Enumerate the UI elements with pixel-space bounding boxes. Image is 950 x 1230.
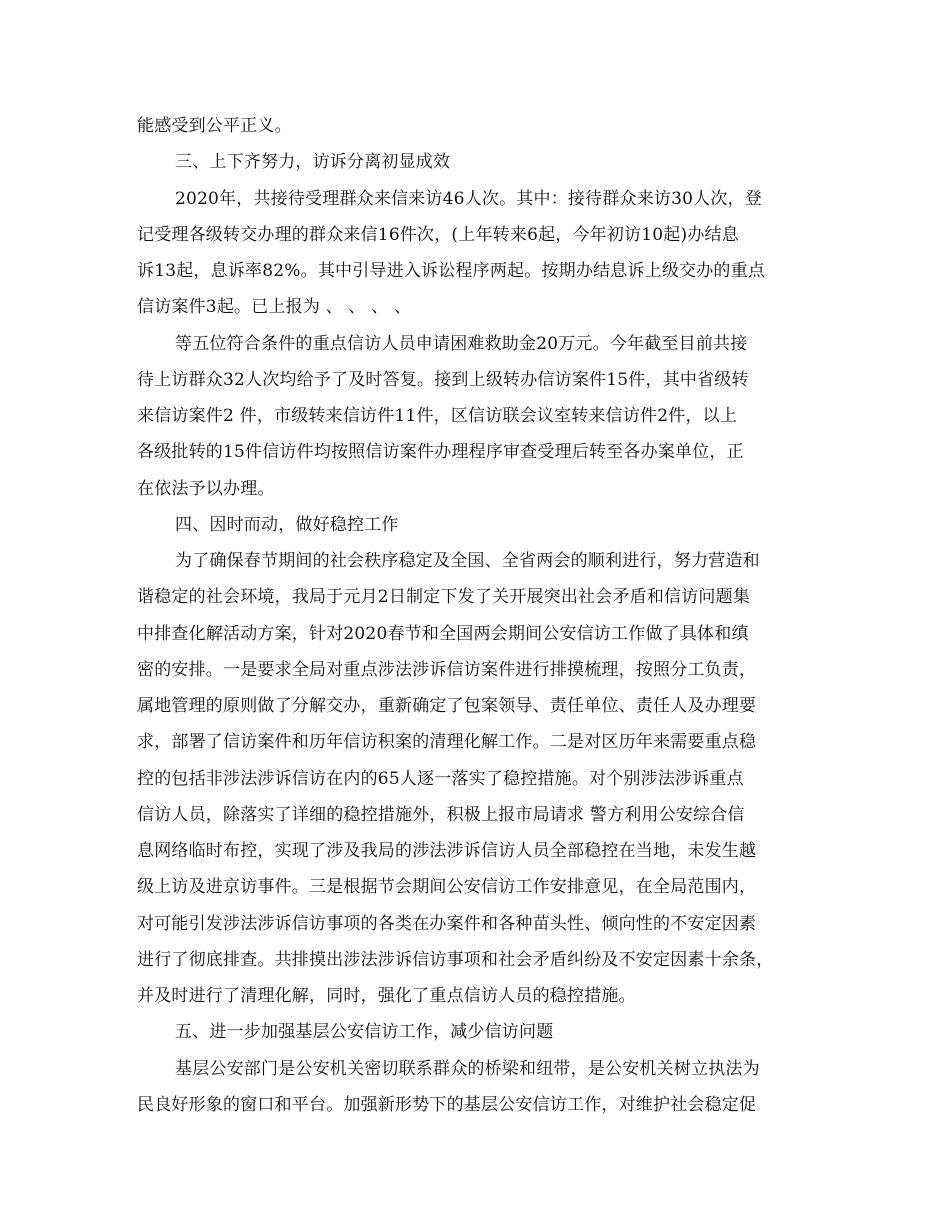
text-line: 记受理各级转交办理的群众来信16件次，(上年转来6起，今年初访10起)办结息 (137, 225, 739, 245)
text-line: 基层公安部门是公安机关密切联系群众的桥梁和纽带，是公安机关树立执法为 (175, 1059, 760, 1079)
section-heading: 五、进一步加强基层公安信访工作，减少信访问题 (175, 1022, 554, 1042)
text-line: 对可能引发涉法涉诉信访事项的各类在办案件和各种苗头性、倾向性的不安定因素 (137, 914, 757, 934)
text-line: 求，部署了信访案件和历年信访积案的清理化解工作。二是对区历年来需要重点稳 (137, 732, 757, 752)
text-line: 控的包括非涉法涉诉信访在内的65人逐一落实了稳控措施。对个别涉法涉诉重点 (137, 769, 744, 789)
text-line: 各级批转的15件信访件均按照信访案件办理程序审查受理后转至各办案单位，正 (137, 442, 744, 462)
text-line: 待上访群众32人次均给予了及时答复。接到上级转办信访案件15件，其中省级转 (137, 370, 749, 390)
text-line: 密的安排。一是要求全局对重点涉法涉诉信访案件进行排摸梳理，按照分工负责， (137, 660, 757, 680)
text-line: 息网络临时布控，实现了涉及我局的涉法涉诉信访人员全部稳控在当地，未发生越 (137, 841, 757, 861)
text-line: 来信访案件2 件，市级转来信访件11件，区信访联会议室转来信访件2件，以上 (137, 406, 738, 426)
text-line: 中排查化解活动方案，针对2020春节和全国两会期间公安信访工作做了具体和缜 (137, 624, 749, 644)
text-line: 属地管理的原则做了分解交办，重新确定了包案领导、责任单位、责任人及办理要 (137, 696, 757, 716)
text-line: 能感受到公平正义。 (137, 116, 292, 136)
text-line: 并及时进行了清理化解，同时，强化了重点信访人员的稳控措施。 (137, 986, 636, 1006)
text-line: 诉13起，息诉率82%。其中引导进入诉讼程序两起。按期办结息诉上级交办的重点 (137, 261, 766, 281)
text-line: 进行了彻底排查。共排摸出涉法涉诉信访事项和社会矛盾纠纷及不安定因素十余条， (137, 950, 774, 970)
text-line: 在依法予以办理。 (137, 479, 275, 499)
text-line: 信访人员，除落实了详细的稳控措施外，积极上报市局请求 警方利用公安综合信 (137, 805, 745, 825)
text-line: 级上访及进京访事件。三是根据节会期间公安信访工作安排意见，在全局范围内， (137, 877, 757, 897)
text-line: 民良好形象的窗口和平台。加强新形势下的基层公安信访工作，对维护社会稳定促 (137, 1095, 757, 1115)
section-heading: 四、因时而动，做好稳控工作 (175, 515, 399, 535)
text-line: 信访案件3起。已上报为 、 、 、 、 (137, 297, 412, 317)
text-line: 谐稳定的社会环境，我局于元月2日制定下发了关开展突出社会矛盾和信访问题集 (137, 587, 751, 607)
text-line: 等五位符合条件的重点信访人员申请困难救助金20万元。今年截至目前共接 (175, 334, 748, 354)
text-line: 为了确保春节期间的社会秩序稳定及全国、全省两会的顺利进行，努力营造和 (175, 551, 760, 571)
section-heading: 三、上下齐努力，访诉分离初显成效 (175, 152, 451, 172)
text-line: 2020年，共接待受理群众来信来访46人次。其中：接待群众来访30人次，登 (175, 189, 762, 209)
